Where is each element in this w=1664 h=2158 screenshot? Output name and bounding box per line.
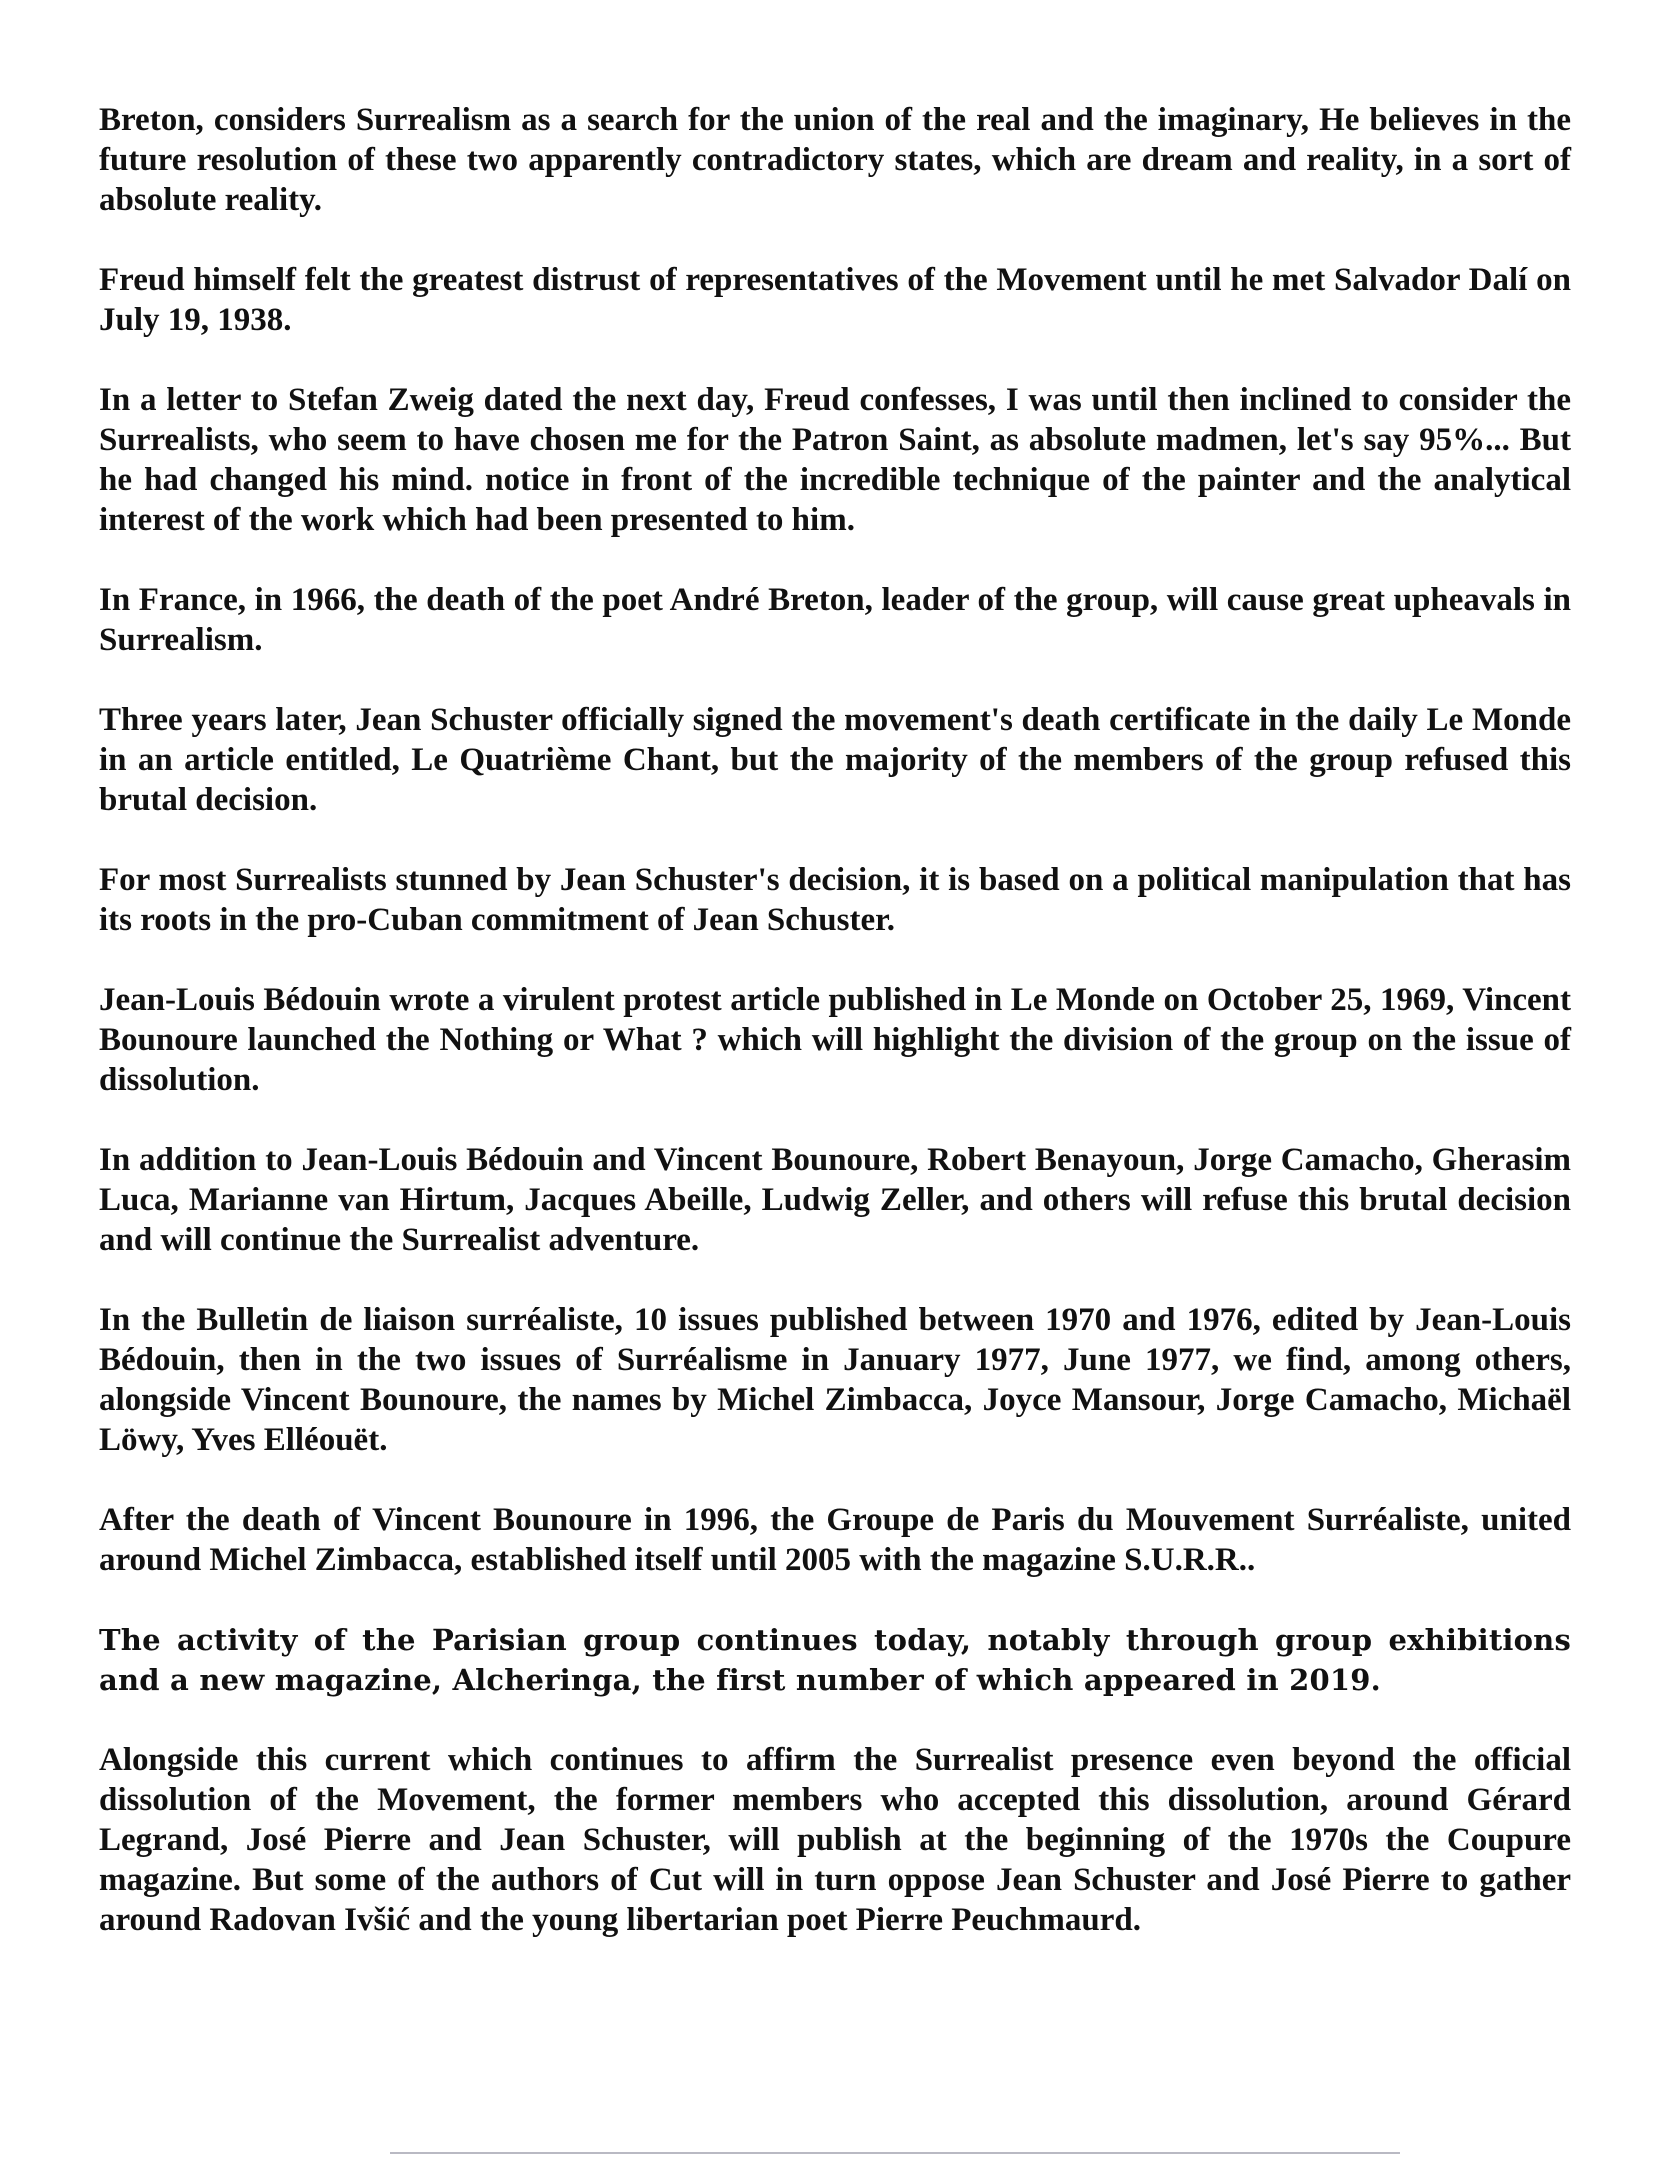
paragraph-bedouin-protest: Jean-Louis Bédouin wrote a virulent protest article published in Le Monde on October 25, 1969, Vincent Bounoure launched the Nothing or What ? which will highlight the division of the group on the issue of dissolution. [99,982,1571,1098]
bottom-divider [390,2152,1400,2154]
paragraph-breton-surrealism: Breton, considers Surrealism as a search for the union of the real and the imaginary, He believes in the future resolution of these two apparently contradictory states, which are dream and reality, in a sort of absolute reality. [99,102,1571,218]
paragraph-parisian-group-today: The activity of the Parisian group continues today, notably through group exhibitions and a new magazine, Alcheringa, the first number of which appeared in 2019. [99,1623,1571,1697]
paragraph-continuing-members: In addition to Jean-Louis Bédouin and Vincent Bounoure, Robert Benayoun, Jorge Camacho, Gherasim Luca, Marianne van Hirtum, Jacques Abeille, Ludwig Zeller, and others will refuse this brutal decision and will continue the Surrealist adventure. [99,1142,1571,1258]
paragraph-breton-death: In France, in 1966, the death of the poet André Breton, leader of the group, will cause great upheavals in Surrealism. [99,582,1571,658]
paragraph-schuster-certificate: Three years later, Jean Schuster officially signed the movement's death certificate in the daily Le Monde in an article entitled, Le Quatrième Chant, but the majority of the members of the group refused this brutal decision. [99,702,1571,818]
paragraph-political-manipulation: For most Surrealists stunned by Jean Schuster's decision, it is based on a political manipulation that has its roots in the pro-Cuban commitment of Jean Schuster. [99,862,1571,938]
paragraph-coupure: Alongside this current which continues to affirm the Surrealist presence even beyond the official dissolution of the Movement, the former members who accepted this dissolution, around Gérard Legrand, José Pierre and Jean Schuster, will publish at the beginning of the 1970s the Coupure magazine. But some of the authors of Cut will in turn oppose Jean Schuster and José Pierre to gather around Radovan Ivšić and the young libertarian poet Pierre Peuchmaurd. [99,1742,1571,1938]
paragraph-freud-letter: In a letter to Stefan Zweig dated the next day, Freud confesses, I was until then inclined to consider the Surrealists, who seem to have chosen me for the Patron Saint, as absolute madmen, let's say 95%... But he had changed his mind. notice in front of the incredible technique of the painter and the analytical interest of the work which had been presented to him. [99,382,1571,538]
paragraph-bulletin: In the Bulletin de liaison surréaliste, 10 issues published between 1970 and 1976, edited by Jean-Louis Bédouin, then in the two issues of Surréalisme in January 1977, June 1977, we find, among others, alongside Vincent Bounoure, the names by Michel Zimbacca, Joyce Mansour, Jorge Camacho, Michaël Löwy, Yves Elléouët. [99,1302,1571,1458]
paragraph-groupe-de-paris: After the death of Vincent Bounoure in 1996, the Groupe de Paris du Mouvement Surréaliste, united around Michel Zimbacca, established itself until 2005 with the magazine S.U.R.R.. [99,1502,1571,1578]
body-text [99,100,1571,1980]
paragraph-freud-distrust: Freud himself felt the greatest distrust of representatives of the Movement until he met Salvador Dalí on July 19, 1938. [99,262,1571,338]
